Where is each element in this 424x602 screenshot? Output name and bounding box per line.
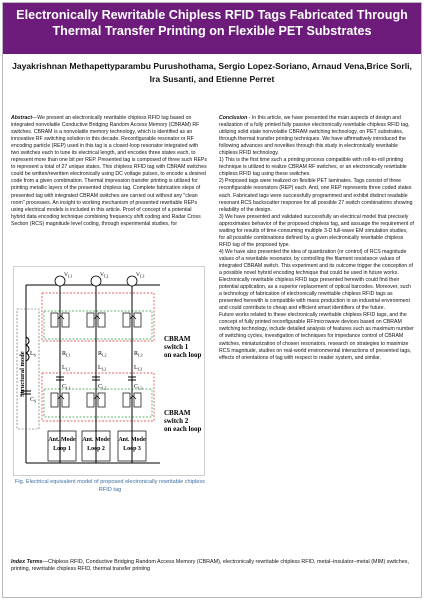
poster-title: Electronically Rewritable Chipless RFID Tags Fabricated Through Thermal Transfer Printing on Flexible PET Substrates — [3, 3, 421, 54]
v-l1-label: $V_{L1}$ — [64, 272, 73, 279]
conclusion — [219, 115, 415, 362]
conclusion-p4: 4) We have also presented the idea of quantization (or control) of RCS magnitude values of a rewritable resonator, by controlling the filament resistance values of integrated CBRAM switch. This experiment and its outcome trigger the conception of a possible novel hybrid encoding technique that could be used in future works. Electronically rewritable chipless RFID tags presented herewith could find their potential application, as a superior replacement of optical barcodes. Moreover, such a technology of fabrication of electronically rewritable chipless RFID tags as presented herewith is compatible with mass production in an industrial environment and could contribute to cheap and efficient smart identifiers of the future. — [219, 248, 413, 312]
structural-mode-label: Structural mode — [19, 351, 26, 397]
svg-text:Ant. Mode: Ant. Mode — [82, 437, 110, 443]
svg-text:Loop 3: Loop 3 — [123, 446, 141, 452]
figure-caption: Fig. Electrical equivalent model of proposed electronically rewritable chipless RFID tag — [15, 479, 205, 493]
cbram2-label-line1: CBRAM — [164, 409, 191, 417]
conclusion-p3: 3) We have presented and validated successfully an electrical model that precisely approximates behavior of the proposed chipless tag, and assuage the requirement of waiting for results of time-consuming multiple 3-D full-wave EM simulation studies, for all possible combinations defined by a given electronically rewritable chipless RFID tag of the proposed type. — [219, 213, 414, 248]
cbram2-label-line2: switch 2 — [164, 417, 189, 425]
abstract-text: —We present an electronically rewritable chipless RFID tag based on integrated nonvolatile Conductive Bridging Random Access Memory (CBRAM) RF switches. CBRAM is a nonvolatile memory technology, which is identified as an innovative RF switching solution in this decade. Reconfigurable resonator or RF encoding particle (REP) used in this tag is a closed-loop resonator integrated with two switches each to tune its electrical length, and encodes three states each, to represent more than one bit per REP. Presented tag is composed of three such REPs to represent a total of 27 unique states. This chipless RFID tag with CBRAM switches could be written/rewritten electronically using DC voltage pulses, to encode a desired code from a given combination. Thermal impression transfer printing is utilized for printing metallic layers of the presented chipless tag. Complete fabrication steps of presented tag with integrated CBRAM switches are carried out without any "clean room" processes. An insight to working mechanism of presented rewritable REPs using electrical models is included in this article. Proof of concept of a potential hybrid data encoding technique combining frequency shift coding and Radar Cross Section (RCS) magnitude level coding, through experimental studies, for — [11, 115, 207, 227]
svg-text:CL2: $C_{L2}$ — [98, 384, 107, 391]
svg-text:CL3: $C_{L3}$ — [134, 384, 143, 391]
v-l3-label: $V_{L3}$ — [136, 272, 145, 279]
svg-text:LL2: $L_{L2}$ — [98, 365, 107, 372]
ls-label: $L_S$ — [30, 351, 36, 358]
left-column — [11, 115, 207, 551]
svg-text:LL3: $L_{L3}$ — [134, 365, 143, 372]
poster — [2, 2, 422, 598]
svg-text:Loop 2: Loop 2 — [87, 446, 105, 452]
cbram1-label-line3: on each loop — [164, 351, 202, 359]
content-columns — [11, 115, 413, 551]
svg-text:RL2: $R_{L2}$ — [98, 351, 107, 358]
conclusion-heading: Conclusion — [219, 115, 248, 121]
figure-bg — [15, 268, 203, 474]
cbram1-label-line2: switch 1 — [164, 343, 189, 351]
abstract-heading: Abstract — [11, 115, 33, 121]
svg-text:Loop 1: Loop 1 — [53, 446, 71, 452]
index-terms-heading: Index Terms — [11, 559, 43, 565]
cs-label: $C_S$ — [30, 397, 37, 404]
authors: Jayakrishnan Methapettyparambu Purushothama, Sergio Lopez-Soriano, Arnaud Vena,Brice Sorli, Ira Susanti, and Etienne Perret — [12, 61, 412, 84]
conclusion-p5: Future works related to these electronically rewritable chipless RFID tags, and the concept of fully printed reconfigurable RF/microwave devices based on CBRAM switching technology, include detailed analysis of features such as maximum number of switching cycles, investigation of techniques for impedance control of CBRAM switches, miniaturization of chosen resonators, research on strategies to maximize RCS magnitude, studies on real-world environmental interactions of presented tags, effects of orientations of tag with respect to reader system, and similar. — [219, 312, 414, 361]
index-terms-text: —Chipless RFID, Conductive Bridging Random Access Memory (CBRAM), electronically rewritable chipless RFID, metal–insulator–metal (MIM) switches, printing, rewritable chipless RFID, thermal transfer printing — [11, 559, 409, 573]
v-l2-label: $V_{L2}$ — [100, 272, 109, 279]
svg-text:Ant. Mode: Ant. Mode — [118, 437, 146, 443]
svg-text:RL1: $R_{L1}$ — [62, 351, 71, 358]
conclusion-p1: 1) This is the first time such a printing process compatible with roll-to-roll printing technique is utilized to realize CBRAM RF switches, or an electronically rewritable chipless RFID tag using these switches. — [219, 157, 407, 178]
cbram2-label-line3: on each loop — [164, 425, 202, 433]
svg-text:RL3: $R_{L3}$ — [134, 351, 143, 358]
abstract — [11, 115, 207, 228]
right-column — [219, 115, 415, 551]
svg-text:Ant. Mode: Ant. Mode — [48, 437, 76, 443]
circuit-diagram — [14, 267, 204, 475]
svg-text:CL1: $C_{L1}$ — [62, 384, 71, 391]
circuit-figure — [13, 266, 205, 476]
conclusion-p0: Conclusion - In this article, we have presented the main aspects of design and realization of a fully printed fully passive electronically rewritable chipless RFID tag, utilizing solid state nonvolatile CBRAM switching technology, on PET substrates, through thermal transfer printing techniques. We have affirmatively introduced the following advances and novelties through this study in electronically rewritable chipless RFID technology. — [219, 115, 410, 157]
svg-text:LL1: $L_{L1}$ — [62, 365, 71, 372]
conclusion-p2: 2) Proposed tags were realized on flexible PET laminates. Tags consist of three reconfigurable resonators (REP) each. And, one REP represents three coded states each. Fabricated tags were successfully programmed and exhibit distinct readable resonant RCS backscatter response for all possible 27 switch combinations showing reliability of the design. — [219, 178, 413, 213]
index-terms — [11, 559, 415, 574]
cbram1-label-line1: CBRAM — [164, 335, 191, 343]
